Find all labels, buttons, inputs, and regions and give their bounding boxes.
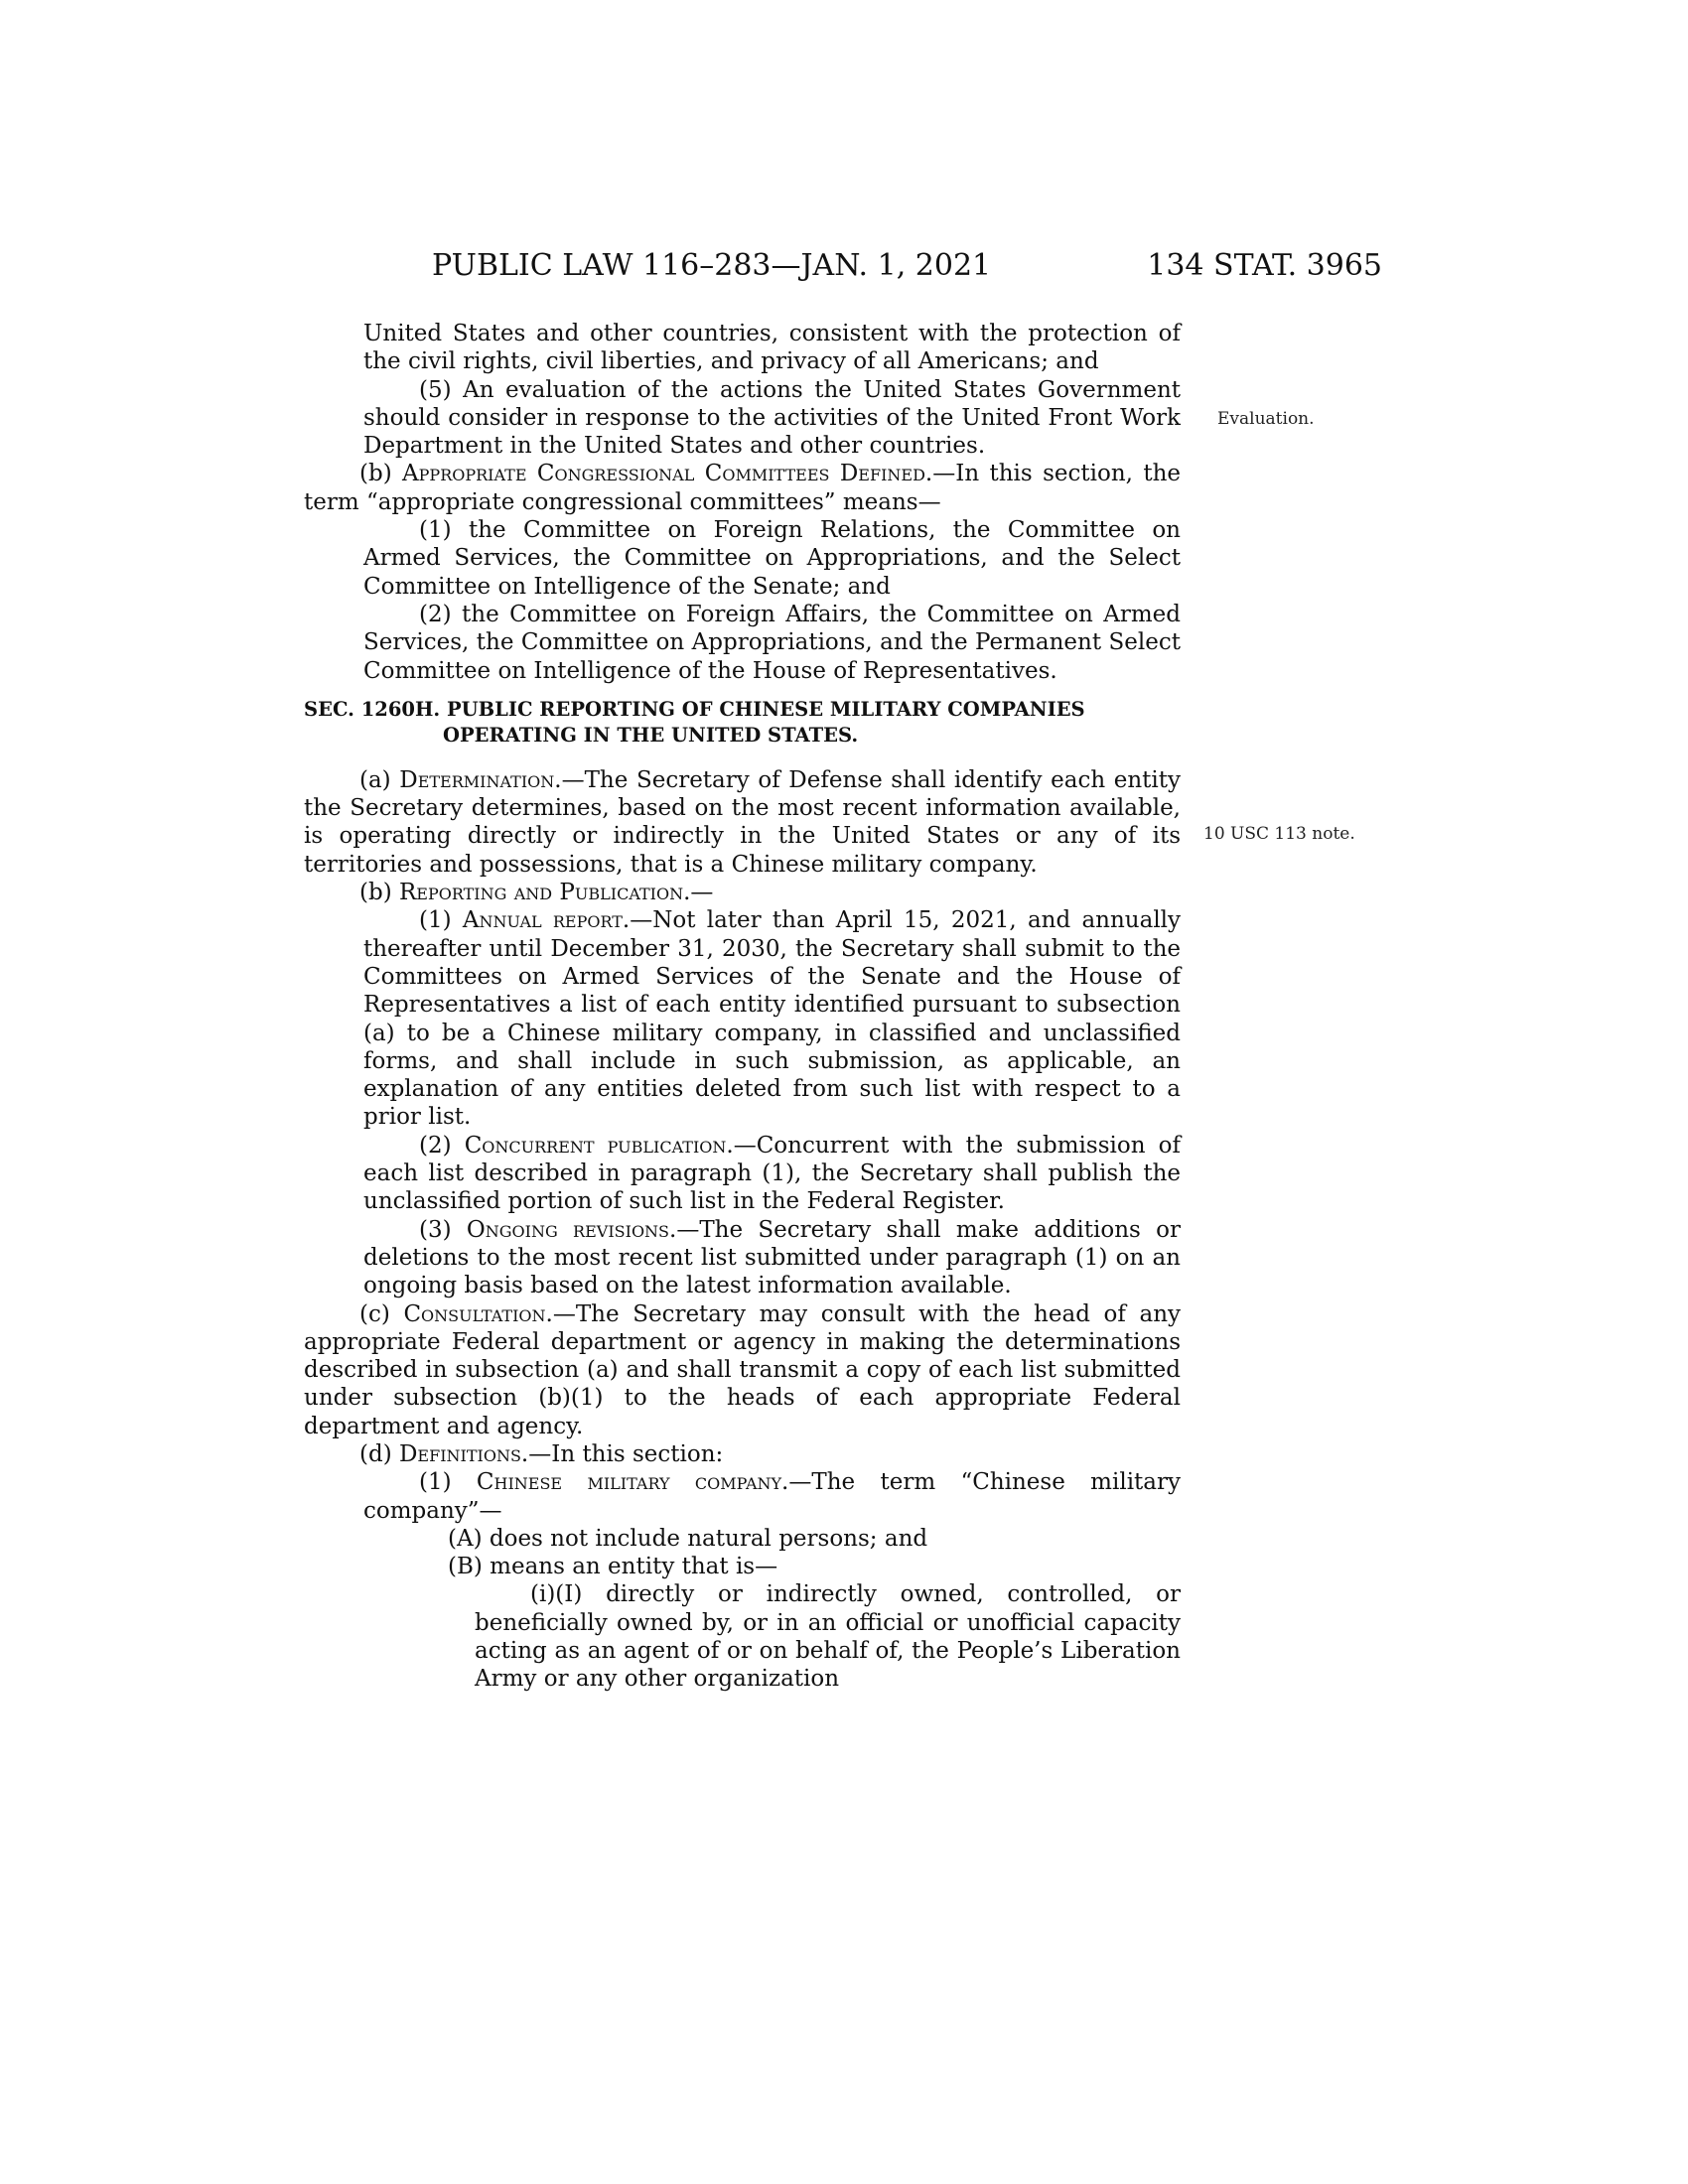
paragraph-heading: Ongoing revisions. (466, 1216, 677, 1243)
margin-note-usc: 10 USC 113 note. (1203, 824, 1355, 844)
paragraph-a5: (5) An evaluation of the actions the United States Government should consider in response to the activities of the United Front Work Department in the United States and other countries. (363, 376, 1181, 460)
subsection-heading: Appropriate Congressional Committees Defined. (402, 461, 933, 487)
subparagraph-d1b: (B) means an entity that is— (448, 1554, 778, 1580)
running-head-title: PUBLIC LAW 116–283—JAN. 1, 2021 (432, 248, 992, 283)
section-heading: SEC. 1260H. PUBLIC REPORTING OF CHINESE MILITARY COMPANIES OPERATING IN THE UNITED STATES. (304, 697, 1085, 747)
subsection-heading: Consultation. (403, 1300, 553, 1327)
subsection-d: (d) Definitions.—In this section: (359, 1440, 724, 1467)
paragraph-b2: (2) the Committee on Foreign Affairs, the Committee on Armed Services, the Committee on Appropriations, and the Permanent Select Committee on Intelligence of the House of Representatives. (363, 601, 1181, 684)
law-text (304, 320, 1181, 1694)
subsection-heading: Determination. (399, 766, 562, 793)
paragraph-heading: Concurrent publication. (464, 1132, 734, 1159)
paragraph-heading: Chinese military company. (476, 1469, 789, 1496)
paragraph-b3-ongoing-revisions: (3) Ongoing revisions.—The Secretary shall make additions or deletions to the most recent list submitted under paragraph (1) on an ongoing basis based on the latest information available. (363, 1216, 1181, 1299)
paragraph-b2-concurrent-publication: (2) Concurrent publication.—Concurrent with the submission of each list described in paragraph (1), the Secretary shall publish the unclassified portion of such list in the Federal Register. (363, 1132, 1181, 1215)
subsection-a: (a) Determination.—The Secretary of Defense shall identify each entity the Secretary determines, based on the most recent information available, is operating directly or indirectly in the United States or any of its territories and possessions, that is a Chinese military company. (304, 766, 1181, 878)
subsection-heading: Definitions. (398, 1440, 529, 1467)
page-header (298, 248, 1382, 292)
subsection-heading: Reporting and Publication. (398, 880, 691, 906)
subparagraph-d1a: (A) does not include natural persons; and (448, 1525, 928, 1552)
clause-d1b-i: (i)(I) directly or indirectly owned, controlled, or beneficially owned by, or in an official or unofficial capacity acting as an agent of or on behalf of, the People’s Liberation Army or any other organization (475, 1581, 1181, 1693)
subsection-b: (b) Reporting and Publication.— (359, 880, 714, 906)
paragraph-heading: Annual report. (462, 907, 631, 934)
statute-page-number: 134 STAT. 3965 (1147, 248, 1382, 283)
margin-note-evaluation: Evaluation. (1217, 409, 1315, 429)
paragraph-b1: (1) the Committee on Foreign Relations, the Committee on Armed Services, the Committee on Appropriations, and the Select Committee on Intelligence of the Senate; and (363, 517, 1181, 600)
paragraph-continuation: United States and other countries, consistent with the protection of the civil rights, civil liberties, and privacy of all Americans; and (363, 321, 1181, 375)
paragraph-b1-annual-report: (1) Annual report.—Not later than April 15, 2021, and annually thereafter until December 31, 2030, the Secretary shall submit to the Committees on Armed Services of the Senate and the House of Representatives a list of each entity identified pursuant to subsection (a) to be a Chinese military company, in classified and unclassified forms, and shall include in such submission, as applicable, an explanation of any entities deleted from such list with respect to a prior list. (363, 907, 1182, 1131)
subsection-b-definitions: (b) Appropriate Congressional Committees Defined.—In this section, the term “appropriate congressional committees” means— (304, 461, 1181, 515)
paragraph-d1: (1) Chinese military company.—The term “Chinese military company”— (363, 1469, 1181, 1524)
subsection-c: (c) Consultation.—The Secretary may consult with the head of any appropriate Federal department or agency in making the determinations described in subsection (a) and shall transmit a copy of each list submitted under subsection (b)(1) to the heads of each appropriate Federal department and agency. (304, 1300, 1182, 1439)
